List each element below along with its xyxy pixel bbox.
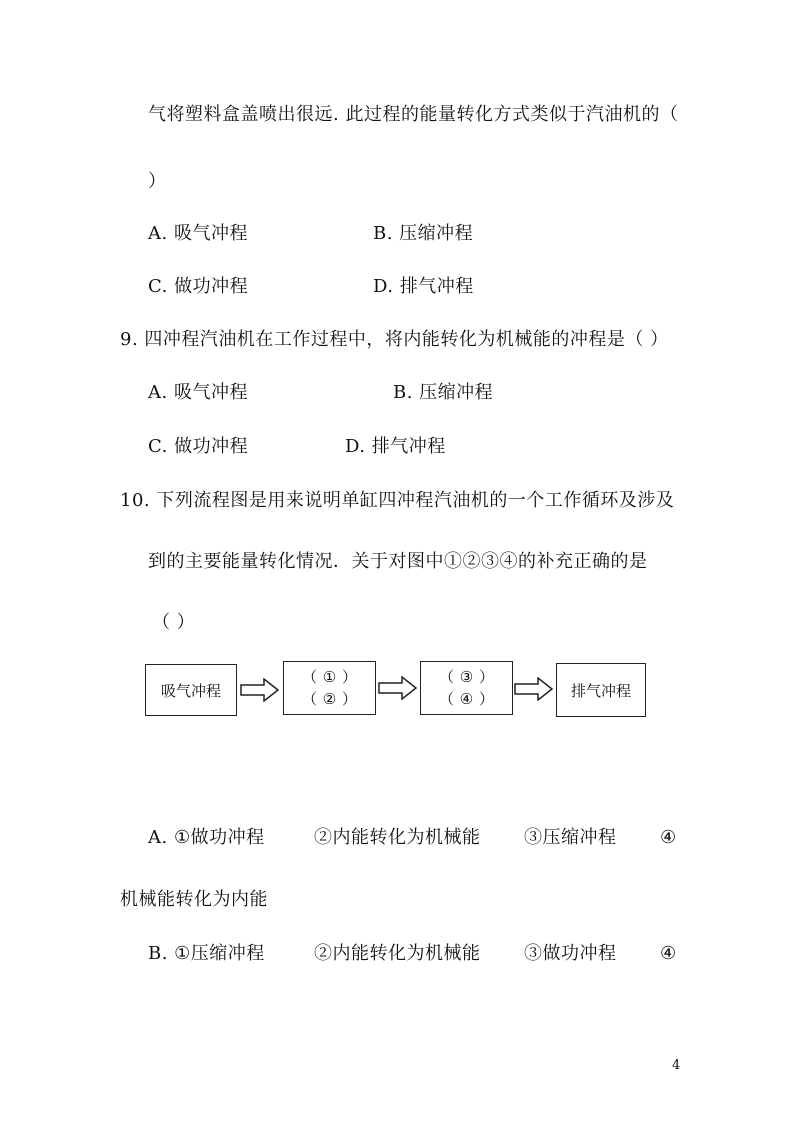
paren-open: （ xyxy=(439,690,455,708)
q10-stem-blank: （ ） xyxy=(152,612,196,633)
flow-box-exhaust-label: 排气冲程 xyxy=(570,681,631,700)
q10-option-b-4: ④ xyxy=(660,943,677,964)
blank-4: ④ xyxy=(459,690,474,708)
q9-stem: 9. 四冲程汽油机在工作过程中，将内能转化为机械能的冲程是（ ） xyxy=(120,329,669,350)
q9-option-a: A. 吸气冲程 xyxy=(148,382,248,403)
paren-open: （ xyxy=(302,668,318,686)
q10-option-b-2: ②内能转化为机械能 xyxy=(314,943,481,964)
paren-close: ） xyxy=(341,668,357,686)
flow-box-2-row1 xyxy=(284,666,375,688)
q8-stem-line: 气将塑料盒盖喷出很远. 此过程的能量转化方式类似于汽油机的（ xyxy=(148,104,679,125)
q9-option-b: B. 压缩冲程 xyxy=(393,382,494,403)
q8-option-d: D. 排气冲程 xyxy=(373,276,474,297)
paren-close: ） xyxy=(478,690,494,708)
q10-stem-line1: 10. 下列流程图是用来说明单缸四冲程汽油机的一个工作循环及涉及 xyxy=(120,490,675,511)
q8-option-c: C. 做功冲程 xyxy=(148,276,249,297)
q10-option-b-1: B. ①压缩冲程 xyxy=(148,943,265,964)
blank-3: ③ xyxy=(459,668,474,686)
q8-stem-close: ） xyxy=(148,171,167,192)
q8-option-b: B. 压缩冲程 xyxy=(373,223,474,244)
q10-stem-line2: 到的主要能量转化情况．关于对图中①②③④的补充正确的是 xyxy=(148,551,648,572)
blank-1: ① xyxy=(322,668,337,686)
q10-option-a-2: ②内能转化为机械能 xyxy=(314,827,481,848)
blank-2: ② xyxy=(322,690,337,708)
q10-option-a-1: A. ①做功冲程 xyxy=(148,827,265,848)
page-number: 4 xyxy=(672,1058,681,1073)
q10-option-b-3: ③做功冲程 xyxy=(524,943,617,964)
flow-box-intake xyxy=(145,664,237,716)
flow-arrow-icon xyxy=(240,678,280,702)
q10-option-a-3: ③压缩冲程 xyxy=(524,827,617,848)
paren-open: （ xyxy=(439,668,455,686)
flow-box-3-row1 xyxy=(421,666,512,688)
flow-box-2 xyxy=(283,661,376,715)
paren-open: （ xyxy=(302,690,318,708)
flow-box-intake-label: 吸气冲程 xyxy=(160,681,221,700)
q9-option-d: D. 排气冲程 xyxy=(345,436,446,457)
flow-arrow-icon xyxy=(514,677,554,701)
q9-option-c: C. 做功冲程 xyxy=(148,436,249,457)
paren-close: ） xyxy=(341,690,357,708)
flow-box-2-row2 xyxy=(284,688,375,710)
q10-option-a-cont: 机械能转化为内能 xyxy=(120,889,268,910)
q10-option-a-4: ④ xyxy=(660,827,677,848)
flow-box-3 xyxy=(420,661,513,715)
flow-box-exhaust xyxy=(556,663,646,717)
paren-close: ） xyxy=(478,668,494,686)
q8-option-a: A. 吸气冲程 xyxy=(148,223,248,244)
flow-arrow-icon xyxy=(378,676,418,700)
flow-box-3-row2 xyxy=(421,688,512,710)
